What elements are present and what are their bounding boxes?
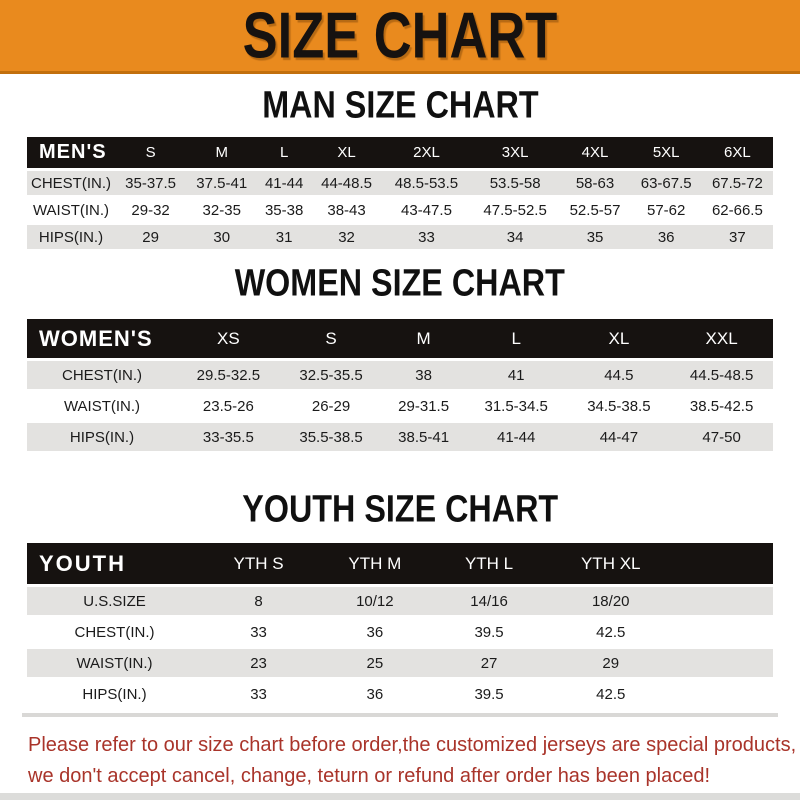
table-row — [27, 618, 773, 646]
size-value: 35-38 — [257, 198, 311, 222]
size-value: 25 — [315, 649, 435, 677]
size-value: 33 — [202, 680, 315, 708]
column-header: 5XL — [631, 137, 702, 168]
column-header: 3XL — [471, 137, 560, 168]
row-label: WAIST(IN.) — [27, 198, 115, 222]
youth-section-heading-text: YOUTH SIZE CHART — [242, 487, 558, 531]
row-label: CHEST(IN.) — [27, 171, 115, 195]
disclaimer-text — [28, 730, 800, 792]
row-filler-cell — [678, 618, 773, 646]
size-value: 23.5-26 — [177, 392, 280, 420]
size-value: 42.5 — [543, 618, 678, 646]
mens-size-table — [27, 134, 773, 252]
size-value: 34.5-38.5 — [568, 392, 671, 420]
row-label: U.S.SIZE — [27, 587, 202, 615]
mens-group-label: MEN'S — [27, 137, 115, 168]
table-row — [27, 423, 773, 451]
table-row — [27, 198, 773, 222]
page-bottom-edge — [0, 793, 800, 800]
size-value: 67.5-72 — [702, 171, 773, 195]
youth-size-table — [27, 540, 773, 711]
size-value: 43-47.5 — [382, 198, 471, 222]
row-label: CHEST(IN.) — [27, 361, 177, 389]
size-value: 34 — [471, 225, 560, 249]
column-header: YTH XL — [543, 543, 678, 584]
size-value: 36 — [315, 618, 435, 646]
column-header: XXL — [670, 319, 773, 358]
size-value: 47-50 — [670, 423, 773, 451]
table-row — [27, 361, 773, 389]
size-value: 44.5-48.5 — [670, 361, 773, 389]
disclaimer-line-2: we don't accept cancel, change, teturn or refund after order has been placed! — [28, 765, 711, 787]
column-header: 2XL — [382, 137, 471, 168]
youth-section-heading — [0, 487, 800, 531]
column-header: L — [465, 319, 568, 358]
size-value: 38-43 — [311, 198, 382, 222]
table-row — [27, 171, 773, 195]
womens-header-row — [27, 319, 773, 358]
row-label: CHEST(IN.) — [27, 618, 202, 646]
womens-size-table — [27, 316, 773, 454]
header-filler-cell — [678, 543, 773, 584]
size-value: 29-32 — [115, 198, 186, 222]
size-value: 36 — [631, 225, 702, 249]
column-header: 6XL — [702, 137, 773, 168]
size-value: 14/16 — [435, 587, 544, 615]
size-value: 42.5 — [543, 680, 678, 708]
size-value: 63-67.5 — [631, 171, 702, 195]
row-label: HIPS(IN.) — [27, 225, 115, 249]
column-header: S — [280, 319, 383, 358]
size-value: 23 — [202, 649, 315, 677]
column-header: 4XL — [559, 137, 630, 168]
disclaimer-line-1: Please refer to our size chart before order,the customized jerseys are special products, — [28, 734, 797, 756]
column-header: L — [257, 137, 311, 168]
size-value: 27 — [435, 649, 544, 677]
size-value: 39.5 — [435, 680, 544, 708]
size-value: 35-37.5 — [115, 171, 186, 195]
size-value: 62-66.5 — [702, 198, 773, 222]
size-value: 33-35.5 — [177, 423, 280, 451]
size-value: 52.5-57 — [559, 198, 630, 222]
size-value: 38 — [382, 361, 464, 389]
size-value: 44-48.5 — [311, 171, 382, 195]
size-value: 32-35 — [186, 198, 257, 222]
mens-header-row — [27, 137, 773, 168]
size-value: 36 — [315, 680, 435, 708]
column-header: M — [186, 137, 257, 168]
row-label: WAIST(IN.) — [27, 392, 177, 420]
column-header: M — [382, 319, 464, 358]
table-row — [27, 587, 773, 615]
size-value: 48.5-53.5 — [382, 171, 471, 195]
size-value: 29 — [543, 649, 678, 677]
size-value: 29 — [115, 225, 186, 249]
size-value: 38.5-41 — [382, 423, 464, 451]
column-header: YTH L — [435, 543, 544, 584]
size-value: 33 — [382, 225, 471, 249]
size-value: 53.5-58 — [471, 171, 560, 195]
column-header: XL — [568, 319, 671, 358]
size-value: 44.5 — [568, 361, 671, 389]
column-header: YTH M — [315, 543, 435, 584]
size-value: 10/12 — [315, 587, 435, 615]
column-header: YTH S — [202, 543, 315, 584]
youth-table-bottom-divider — [22, 713, 778, 717]
size-value: 38.5-42.5 — [670, 392, 773, 420]
table-row — [27, 392, 773, 420]
size-value: 35.5-38.5 — [280, 423, 383, 451]
size-value: 35 — [559, 225, 630, 249]
size-value: 41-44 — [257, 171, 311, 195]
size-value: 31 — [257, 225, 311, 249]
size-value: 39.5 — [435, 618, 544, 646]
table-row — [27, 225, 773, 249]
size-value: 37 — [702, 225, 773, 249]
size-chart-banner — [0, 0, 800, 74]
youth-header-row — [27, 543, 773, 584]
man-section-heading-text: MAN SIZE CHART — [261, 83, 539, 127]
row-label: WAIST(IN.) — [27, 649, 202, 677]
row-filler-cell — [678, 649, 773, 677]
row-filler-cell — [678, 587, 773, 615]
table-row — [27, 680, 773, 708]
size-value: 31.5-34.5 — [465, 392, 568, 420]
man-section-heading — [0, 83, 800, 127]
size-value: 8 — [202, 587, 315, 615]
column-header: XL — [311, 137, 382, 168]
size-value: 41-44 — [465, 423, 568, 451]
size-value: 58-63 — [559, 171, 630, 195]
size-value: 29.5-32.5 — [177, 361, 280, 389]
size-value: 41 — [465, 361, 568, 389]
table-row — [27, 649, 773, 677]
row-label: HIPS(IN.) — [27, 423, 177, 451]
size-value: 37.5-41 — [186, 171, 257, 195]
column-header: XS — [177, 319, 280, 358]
size-value: 47.5-52.5 — [471, 198, 560, 222]
size-value: 30 — [186, 225, 257, 249]
size-value: 44-47 — [568, 423, 671, 451]
women-section-heading-text: WOMEN SIZE CHART — [234, 261, 566, 305]
size-value: 57-62 — [631, 198, 702, 222]
women-section-heading — [0, 261, 800, 305]
womens-group-label: WOMEN'S — [27, 319, 177, 358]
banner-title: SIZE CHART — [242, 0, 558, 72]
row-filler-cell — [678, 680, 773, 708]
size-value: 32 — [311, 225, 382, 249]
size-value: 33 — [202, 618, 315, 646]
row-label: HIPS(IN.) — [27, 680, 202, 708]
size-value: 32.5-35.5 — [280, 361, 383, 389]
youth-group-label: YOUTH — [27, 543, 202, 584]
size-value: 26-29 — [280, 392, 383, 420]
size-value: 18/20 — [543, 587, 678, 615]
size-value: 29-31.5 — [382, 392, 464, 420]
column-header: S — [115, 137, 186, 168]
